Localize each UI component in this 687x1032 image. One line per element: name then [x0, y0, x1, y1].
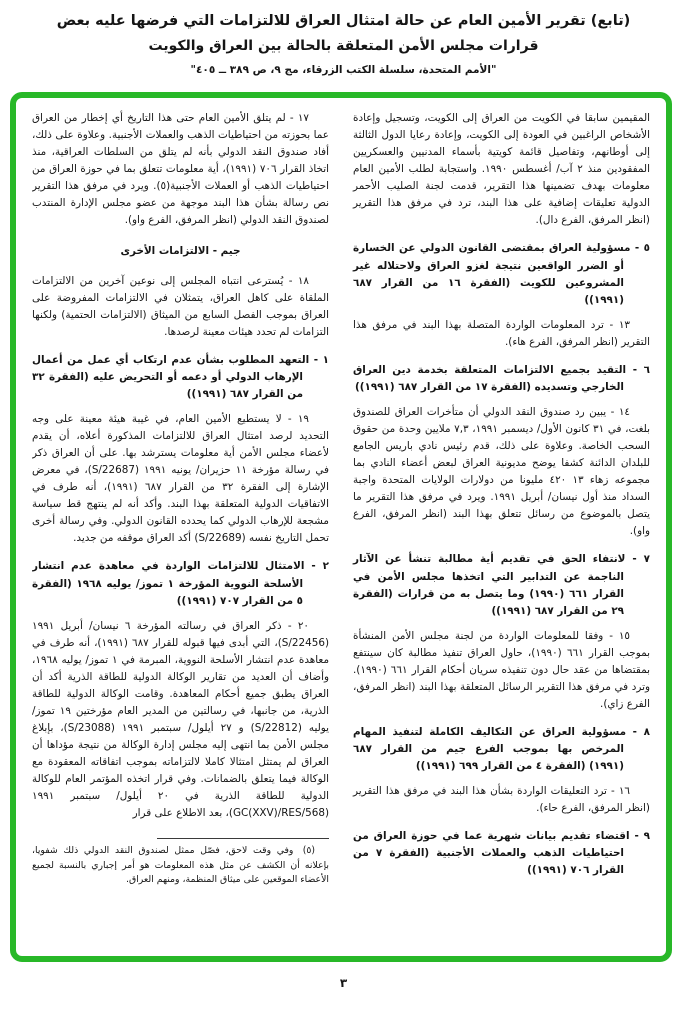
- paragraph: ١٤ - يبين رد صندوق النقد الدولي أن متأخرات العراق للصندوق بلغت، في ٣١ كانون الأول/ ديسمبر ١٩٩١، ٧,٣ ملايين وحدة من حقوق السحب الخاصة. وعلاوة على ذلك، قدم رئيس نادي باريس الجامع للبلدان الدائنة كشفا يوضح مديونية العراق لبعض أعضاء النادي بما مجموعه زهاء ١٣ ٤٢٠ مليونا من دولارات الولايات المتحدة واجبة السداد منذ أول نيسان/ أبريل ١٩٩١. ويرد في مرفق هذا التقرير ما يتصل بالموضوع من رسائل تتعلق بهذا البند (انظر المرفق، الفرع واو).: [353, 405, 650, 538]
- paragraph-flush: المقيمين سابقا في الكويت من العراق إلى الكويت، وتسجيل وإعادة الأشخاص الراغبين في العودة إلى الكويت، وإعادة رعايا الدول الثالثة إلى أوطانهم، وتفاصيل قائمة كويتية بأسماء المدنيين والعسكريين المفقودين منذ ٢ آب/ أغسطس ١٩٩٠. واستجابة لطلب الأمين العام معلومات بهدف تضمينها هذا التقرير، قدمت لجنة الصليب الأحمر الدولية تعليقات إضافية على هذا البند، ترد في مرفق هذا التقرير (انظر المرفق، الفرع دال).: [353, 112, 650, 227]
- numbered-heading: ٦ - التقيد بجميع الالتزامات المتعلقة بخدمة دين العراق الخارجي وتسديده (الفقرة ١٧ من القرار ٦٨٧ (١٩٩١)): [353, 363, 650, 393]
- numbered-heading: ٨ - مسؤولية العراق عن التكاليف الكاملة لتنفيذ المهام المرخص بها بموجب الفرع جيم من القرار ٦٨٧ (١٩٩١) (الفقرة ٤ من القرار ٦٩٩ (١٩٩١)): [353, 726, 650, 773]
- footnote-body: وفي وقت لاحق، فصّل ممثل لصندوق النقد الدولي ذلك شفويا، بإعلانه أن الكشف عن مثل هذه المعلومات هو أمر إجباري بالنسبة لجميع الأعضاء الموقعين على ميثاق المنظمة، ومنهم العراق.: [32, 845, 329, 886]
- numbered-heading: ١ - التعهد المطلوب بشأن عدم ارتكاب أي عمل من أعمال الإرهاب الدولي أو دعمه أو التحريض عليه (الفقرة ٣٢ من القرار ٦٨٧ (١٩٩١)): [32, 353, 329, 400]
- two-column-layout: [32, 110, 650, 948]
- footnote-separator-rule: [157, 838, 329, 839]
- paragraph: ١٣ - ترد المعلومات الواردة المتصلة بهذا البند في مرفق هذا التقرير (انظر المرفق، الفرع هاء).: [353, 318, 650, 348]
- footnote: [32, 838, 329, 887]
- right-column: [353, 110, 650, 948]
- numbered-heading: ٢ - الامتثال للالتزامات الواردة في معاهدة عدم انتشار الأسلحة النووية المؤرخة ١ تموز/ يوليه ١٩٦٨ (الفقرة ٥ من القرار ٧٠٧ (١٩٩١)): [32, 560, 329, 607]
- section-heading: جيم - الالتزامات الأخرى: [120, 245, 241, 258]
- header-title-line-1: (تابع) تقرير الأمين العام عن حالة امتثال العراق للالتزامات التي فرضها عليه بعض: [56, 13, 631, 29]
- paragraph: ١٦ - ترد التعليقات الواردة بشأن هذا البند في مرفق هذا التقرير (انظر المرفق، الفرع حاء).: [353, 785, 650, 815]
- header-source-line: "الأمم المتحدة، سلسلة الكتب الزرقاء، مج ٩، ص ٣٨٩ ــ ٤٠٥": [190, 63, 497, 76]
- header-title-line-2: قرارات مجلس الأمن المتعلقة بالحالة بين العراق والكويت: [148, 37, 539, 54]
- footnote-marker: (٥): [302, 845, 315, 857]
- left-column: [32, 110, 329, 948]
- numbered-heading: ٧ - لانتفاء الحق في تقديم أية مطالبة تنشأ عن الآثار الناجمة عن التدابير التي اتخذها مجلس الأمن في القرار ٦٦١ (١٩٩٠) وما يتصل به من قرارات (الفقرة ٢٩ من القرار ٦٨٧ (١٩٩١)): [353, 553, 650, 617]
- paragraph: ١٥ - وفقا للمعلومات الواردة من لجنة مجلس الأمن المنشأة بموجب القرار ٦٦١ (١٩٩٠)، حاول العراق تنفيذ مطالبة كان سينتفع بمقتضاها من عقد حال دون تنفيذه سريان أحكام القرار ٦٦١ (١٩٩٠). وترد في مرفق هذا التقرير الرسائل المتعلقة بهذا البند (انظر المرفق، الفرع زاي).: [353, 629, 650, 710]
- highlight-border-box: [10, 92, 672, 962]
- numbered-heading: ٥ - مسؤولية العراق بمقتضى القانون الدولي عن الخسارة أو الضرر الواقعين نتيجة لغزو العراق ولاحتلاله غير المشروعين للكويت (الفقرة ١٦ من القرار ٦٨٧ (١٩٩١)): [353, 242, 650, 306]
- paragraph: ١٨ - يُسترعى انتباه المجلس إلى نوعين آخرين من الالتزامات الملقاة على كاهل العراق، يتمثلان في الالتزامات المفروضة على العراق بموجب الفصل السابع من الميثاق (الالتزامات الحتمية) ولكنها التزامات لم تحدد هيئات معينة لرصدها.: [32, 274, 329, 338]
- paragraph: ٢٠ - ذكر العراق في رسالته المؤرخة ٦ نيسان/ أبريل ١٩٩١ (S/22456)، التي أبدى فيها قبوله للقرار ٦٨٧ (١٩٩١)، أنه طرف في معاهدة عدم انتشار الأسلحة النووية، المبرمة في ١ تموز/ يوليه ١٩٦٨، وأضاف أن العديد من تقارير الوكالة الدولية للطاقة الذرية أكد أن العراق يطبق جميع أحكام المعاهدة. وقامت الوكالة الدولية للطاقة الذرية، من جانبها، في رسالتين من المدير العام مؤرختين ١٩ تموز/ يوليه (S/22812) و ٢٧ أيلول/ سبتمبر ١٩٩١ (S/23088)، بإبلاغ مجلس الأمن بما انتهى إليه مجلس إدارة الوكالة من نتيجة مؤداها أن العراق لم يمتثل امتثالا كاملا لالتزاماته بموجب اتفاقاته المعقودة مع الوكالة فيما يتعلق بالضمانات. وفي قرار اتخذه المؤتمر العام للوكالة الدولية للطاقة الذرية في ٢٠ أيلول/ سبتمبر ١٩٩١ (GC(XXV)/RES/568)، بعد الاطلاع على قرار: [32, 619, 330, 820]
- paragraph: ١٩ - لا يستطيع الأمين العام، في غيبة هيئة معينة على وجه التحديد لرصد امتثال العراق للالتزامات المذكورة أعلاه، أن يقدم لأعضاء مجلس الأمن أية معلومات يسترشد بها. على أن العراق ذكر في رسالة مؤرخة ١١ حزيران/ يونيه ١٩٩١ (S/22687)، في معرض الإشارة إلى الفقرة ٣٢ من القرار ٦٨٧ (١٩٩١)، أنه طرف في الاتفاقيات الدولية المتعلقة بهذا البند. وأكد أنه لم ينتهج قط سياسة مشجعة للإرهاب الدولي كما يحدده القانون الدولي. وفي رسالة أخرى تحمل التاريخ نفسه (S/22689) أكد العراق موقفه من جديد.: [32, 412, 330, 545]
- document-header: [18, 8, 669, 76]
- numbered-heading: ٩ - اقتضاء تقديم بيانات شهرية عما في حوزة العراق من احتياطيات الذهب والعملات الأجنبية (الفقرة ٧ من القرار ٧٠٦ (١٩٩١)): [353, 830, 650, 877]
- page-number: ٣: [339, 976, 348, 990]
- footnote-text: [32, 844, 329, 887]
- paragraph: ١٧ - لم يتلق الأمين العام حتى هذا التاريخ أي إخطار من العراق عما بحوزته من احتياطيات الذهب والعملات الأجنبية. وعلاوة على ذلك، أفاد صندوق النقد الدولي بأنه لم يتلق من السلطات العراقية، منذ اتخاذ القرار ٧٠٦ (١٩٩١)، أية معلومات تتعلق بما في حوزة العراق من احتياطيات الذهب أو العملات الأجنبية(٥). ويرد في مرفق هذا التقرير نص رسالة بشأن هذا البند موجهة من عضو مجلس الإدارة المنتدب لصندوق النقد الدولي (انظر المرفق، الفرع واو).: [32, 112, 329, 227]
